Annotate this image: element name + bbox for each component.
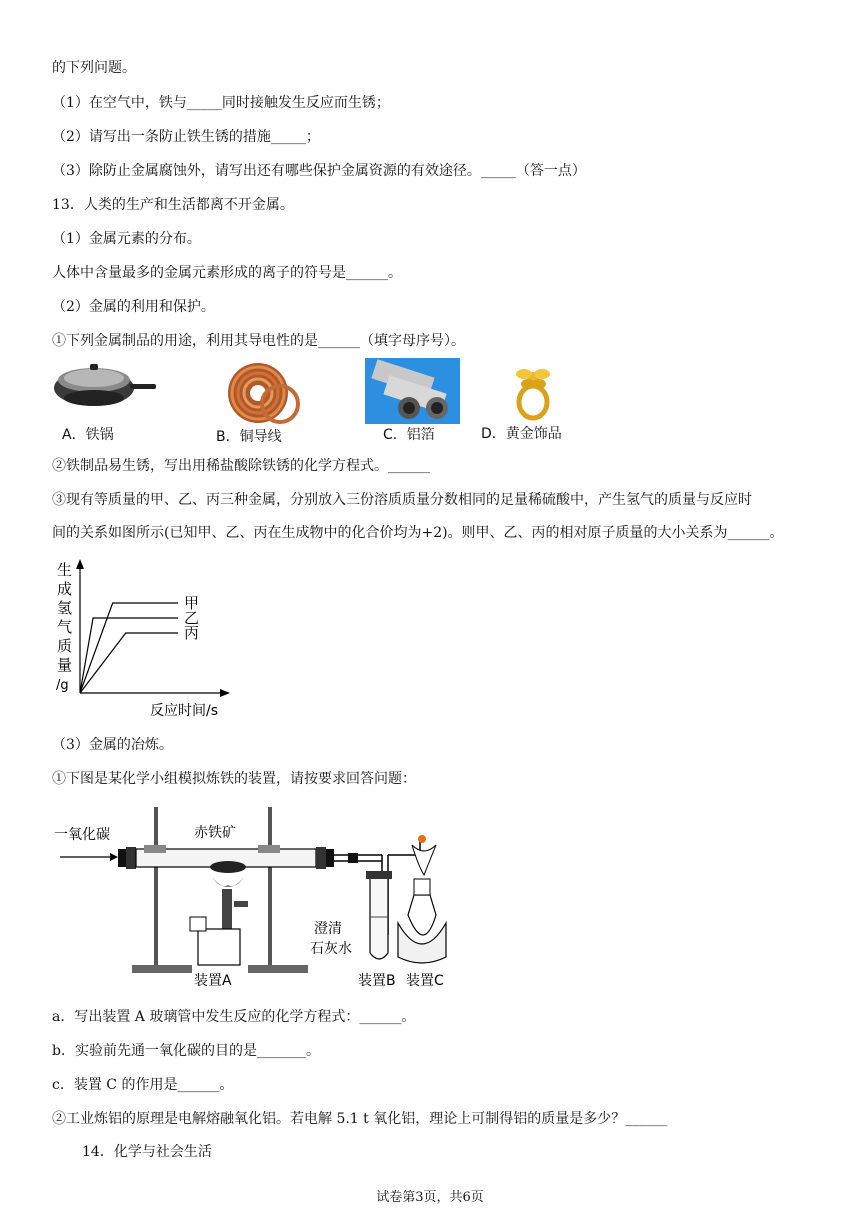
- question-13-3-1: ①下图是某化学小组模拟炼铁的装置，请按要求回答问题：: [52, 771, 416, 787]
- series-label: 甲: [184, 594, 200, 612]
- question-13-title: 13．人类的生产和生活都离不开金属。: [52, 197, 294, 213]
- series-line: [80, 633, 178, 693]
- option-a-label: A．铁锅: [62, 427, 114, 443]
- option-c-label: C．铝箔: [383, 427, 435, 443]
- question-13-3-a: a．写出装置 A 玻璃管中发生反应的化学方程式：______。: [52, 1009, 416, 1025]
- series-label: 丙: [184, 624, 200, 642]
- aluminum-foil-image: [365, 358, 460, 424]
- device-c-label: 装置C: [406, 973, 444, 989]
- question-14-title: 14．化学与社会生活: [82, 1144, 212, 1160]
- copper-wire-image: [218, 360, 304, 426]
- question-13-2-3a: ③现有等质量的甲、乙、丙三种金属，分别放入三份溶质质量分数相同的足量稀硫酸中，产生氢气的质量与反应时: [52, 492, 752, 508]
- y-axis-arrow: [76, 559, 84, 569]
- device-a-label: 装置A: [194, 973, 232, 989]
- question-13-3: （3）金属的冶炼。: [52, 737, 173, 753]
- series-line: [80, 618, 178, 693]
- question-13-1: （1）金属元素的分布。: [52, 231, 201, 247]
- y-axis-label-char: 气: [57, 618, 73, 636]
- question-13-3-b: b．实验前先通一氧化碳的目的是_______。: [52, 1043, 320, 1059]
- y-axis-label-char: 生: [57, 561, 73, 579]
- series-label: 乙: [184, 609, 200, 627]
- y-axis-label-char: 氢: [57, 599, 73, 617]
- question-13-2-1: ①下列金属制品的用途，利用其导电性的是______（填字母序号）。: [52, 333, 465, 349]
- y-axis-label-char: 量: [57, 656, 73, 674]
- question-13-2: （2）金属的利用和保护。: [52, 299, 215, 315]
- series-line: [80, 603, 178, 693]
- question-13-3-2: ②工业炼铝的原理是电解熔融氧化铝。若电解 5.1 t 氧化铝，理论上可制得铝的质量是多少？______: [52, 1111, 668, 1127]
- y-axis-label-char: 成: [57, 580, 73, 598]
- wok-image: [52, 360, 157, 422]
- option-b-label: B．铜导线: [216, 429, 282, 445]
- x-axis-label: 反应时间/s: [150, 703, 219, 719]
- ore-label: 赤铁矿: [194, 825, 236, 841]
- question-12-1: （1）在空气中，铁与_____同时接触发生反应而生锈；: [52, 95, 390, 111]
- hydrogen-mass-graph: [52, 553, 232, 723]
- page-footer: 试卷第3页，共6页: [376, 1190, 484, 1205]
- gold-ring-image: [508, 360, 558, 422]
- question-12-2: （2）请写出一条防止铁生锈的措施_____；: [52, 129, 320, 145]
- question-13-2-3b: 间的关系如图所示(已知甲、乙、丙在生成物中的化合价均为+2)。则甲、乙、丙的相对原子质量的大小关系为______。: [52, 525, 784, 541]
- option-d-label: D．黄金饰品: [481, 426, 562, 442]
- x-axis-arrow: [220, 689, 230, 697]
- y-axis-label-char: 质: [57, 637, 73, 655]
- co-label: 一氧化碳: [54, 827, 110, 843]
- question-13-3-c: c．装置 C 的作用是______。: [52, 1077, 234, 1093]
- device-b-label: 装置B: [358, 973, 396, 989]
- limewater-label-1: 澄清: [314, 921, 342, 937]
- question-12-3: （3）除防止金属腐蚀外，请写出还有哪些保护金属资源的有效途径。_____（答一点）: [52, 163, 586, 179]
- iron-smelting-apparatus: [52, 805, 462, 993]
- question-13-1-text: 人体中含量最多的金属元素形成的离子的符号是______。: [52, 265, 402, 281]
- question-13-2-2: ②铁制品易生锈，写出用稀盐酸除铁锈的化学方程式。______: [52, 458, 430, 474]
- text-line: 的下列问题。: [52, 60, 136, 76]
- y-unit-label: /g: [56, 678, 69, 693]
- limewater-label-2: 石灰水: [310, 941, 352, 957]
